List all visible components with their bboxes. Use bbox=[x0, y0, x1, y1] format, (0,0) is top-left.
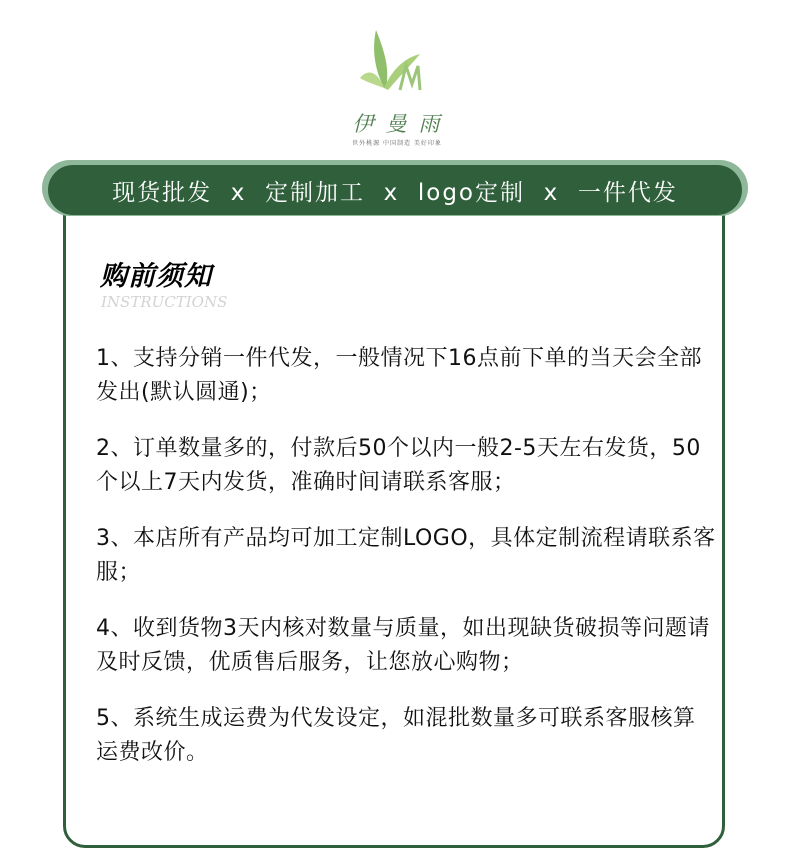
notice-item: 3、本店所有产品均可加工定制LOGO，具体定制流程请联系客服； bbox=[96, 526, 716, 585]
brand-name: 伊曼雨 bbox=[352, 112, 452, 136]
leaf-logo-icon bbox=[354, 28, 444, 108]
notice-item: 2、订单数量多的，付款后50个以内一般2-5天左右发货，50个以上7天内发货，准确时间请联系客服； bbox=[96, 436, 701, 495]
notice-subtitle: INSTRUCTIONS bbox=[101, 293, 228, 311]
service-banner bbox=[48, 165, 742, 215]
brand-logo bbox=[332, 20, 462, 148]
banner-text: 现货批发 x 定制加工 x logo定制 x 一件代发 bbox=[112, 179, 678, 206]
notice-item: 5、系统生成运费为代发设定，如混批数量多可联系客服核算运费改价。 bbox=[96, 706, 696, 765]
notice-item: 4、收到货物3天内核对数量与质量，如出现缺货破损等问题请及时反馈，优质售后服务，让您放心购物； bbox=[96, 616, 710, 675]
notice-title: 购前须知 bbox=[100, 261, 212, 292]
notice-item: 1、支持分销一件代发，一般情况下16点前下单的当天会全部发出(默认圆通)； bbox=[96, 346, 702, 405]
notice-list bbox=[96, 342, 716, 792]
brand-tagline: 世外桃源 中国制造 美好印象 bbox=[352, 140, 442, 147]
